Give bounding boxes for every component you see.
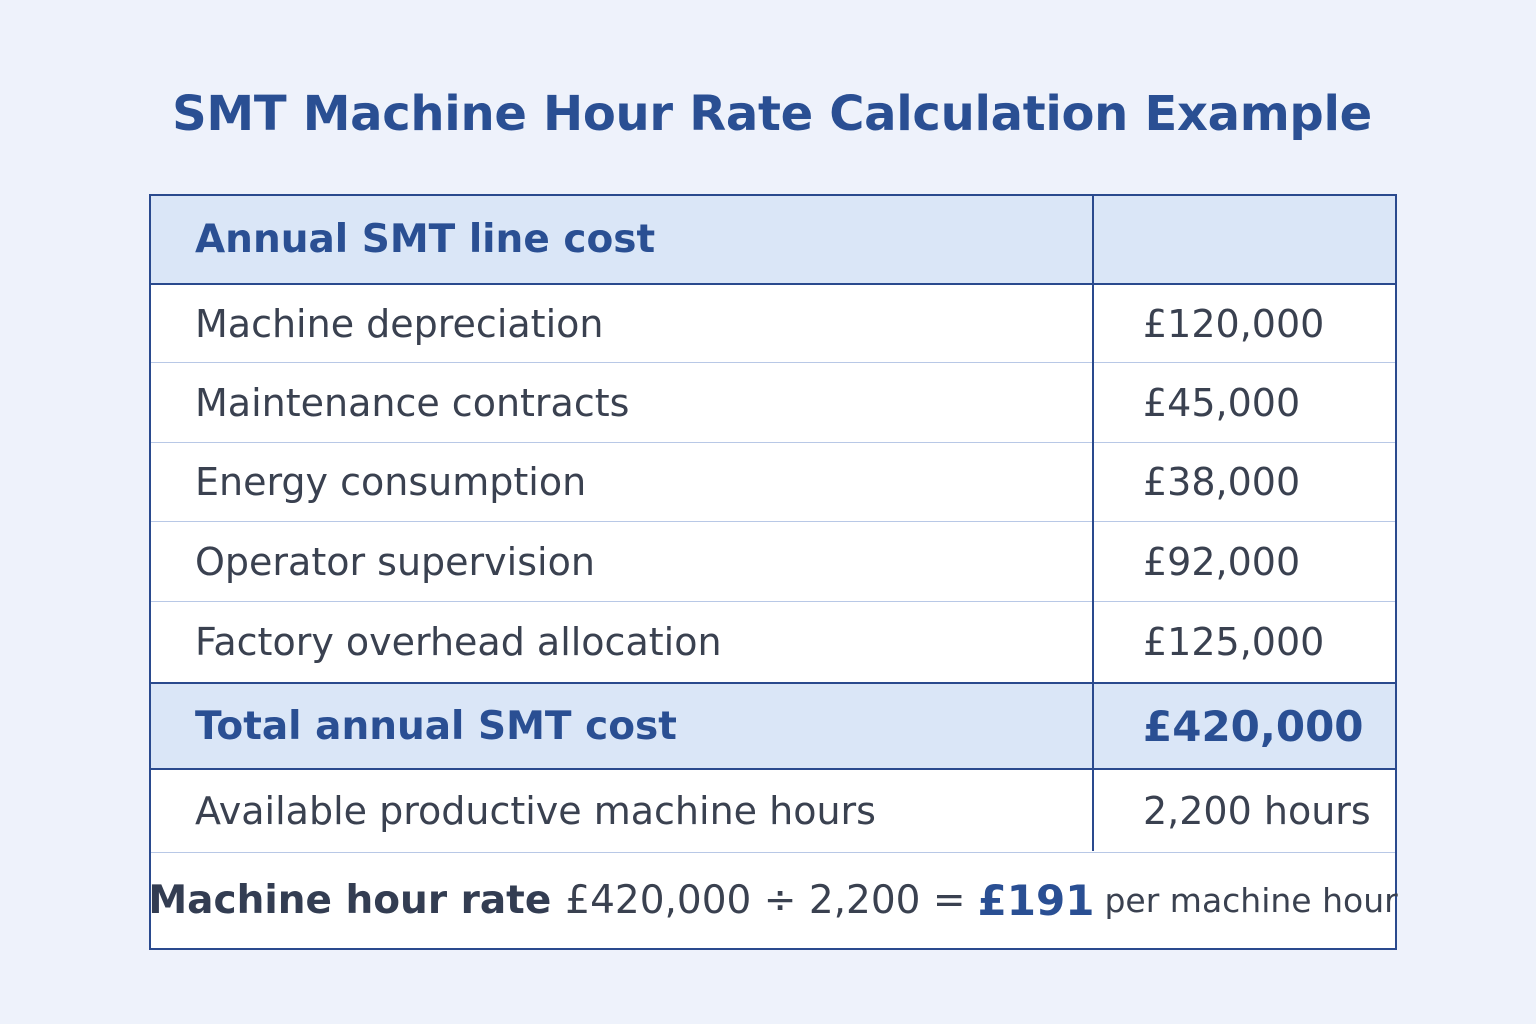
hours-value: 2,200 hours [1143,789,1371,833]
cost-item-value: £38,000 [1143,460,1301,504]
hours-label: Available productive machine hours [195,789,876,833]
total-value: £420,000 [1143,701,1364,751]
header-label: Annual SMT line cost [195,217,656,262]
cost-table [149,194,1397,950]
total-row [151,684,1395,768]
table-row [151,363,1395,442]
table-header-row [151,196,1395,283]
cost-item-label: Machine depreciation [195,301,604,346]
cost-item-label: Operator supervision [195,539,595,584]
cost-item-value: £45,000 [1143,380,1301,425]
rate-result: £191 [977,876,1095,925]
rate-formula: £420,000 ÷ 2,200 = [565,878,966,923]
table-row [151,285,1395,362]
table-row [151,522,1395,601]
cost-item-value: £120,000 [1143,301,1325,346]
cost-item-value: £125,000 [1143,620,1325,664]
rate-unit: per machine hour [1104,881,1398,920]
table-row [151,602,1395,682]
cost-item-label: Factory overhead allocation [195,620,722,664]
column-separator [1092,196,1094,851]
cost-item-value: £92,000 [1143,539,1301,584]
cost-item-label: Maintenance contracts [195,380,630,425]
rate-label: Machine hour rate [148,878,552,923]
rate-row [148,853,1398,948]
table-row [151,443,1395,521]
cost-item-label: Energy consumption [195,460,587,504]
hours-row [151,770,1395,852]
total-label: Total annual SMT cost [195,703,677,749]
page-title: SMT Machine Hour Rate Calculation Example [172,86,1372,142]
